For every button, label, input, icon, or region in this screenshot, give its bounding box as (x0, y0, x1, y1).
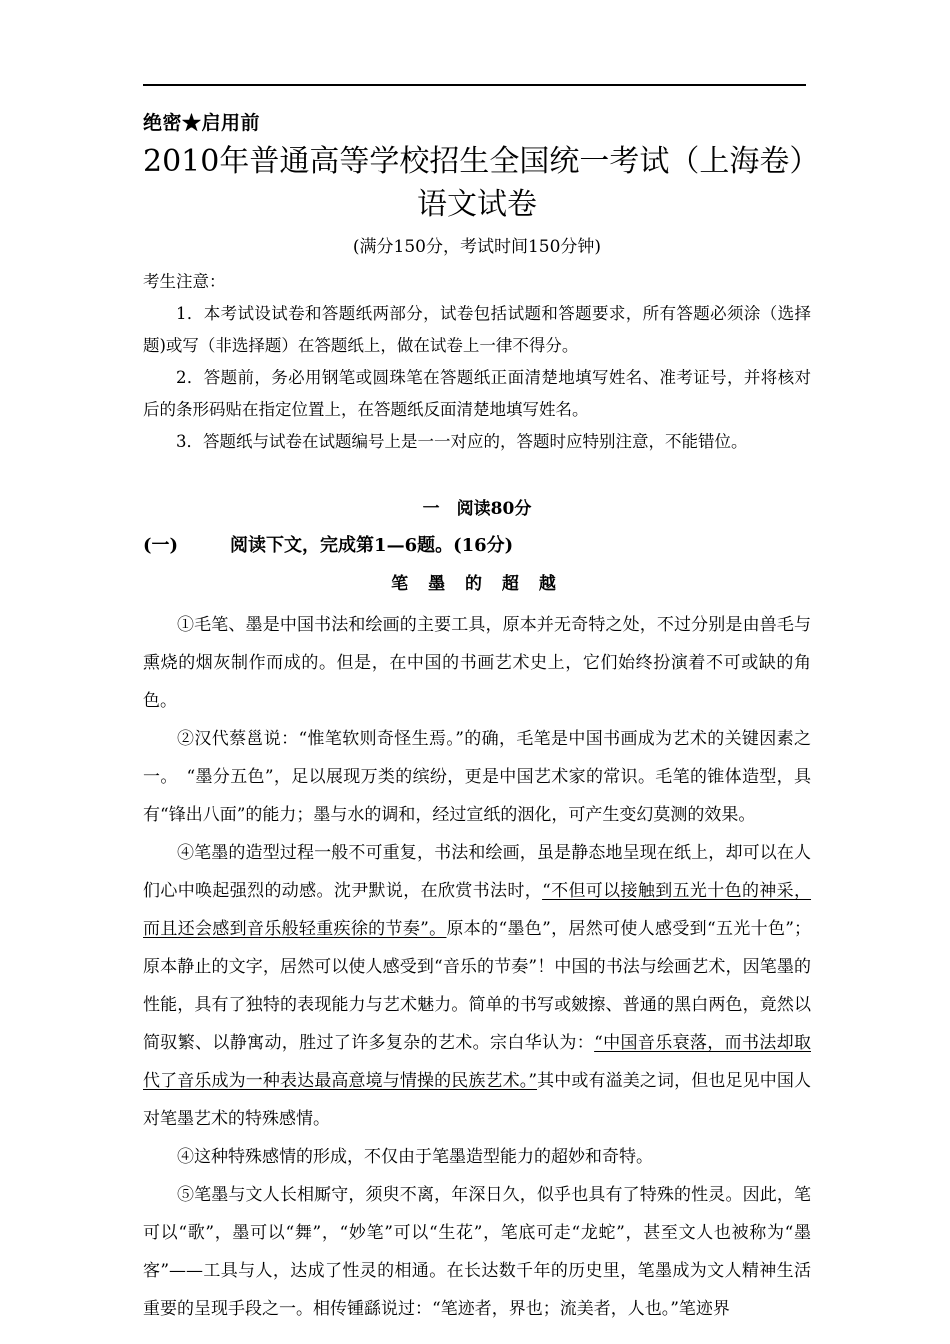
subsection-one-heading (143, 528, 811, 564)
paragraph-3-part-b: 原本的“墨色”，居然可使人感受到“五光十色”；原本静止的文字，居然可以使人感受到“音乐的节奏”！中国的书法与绘画艺术，因笔墨的性能，具有了独特的表现能力与艺术魅力。简单的书写或皴擦、普通的黑白两色，竟然以简驭繁、以静寓动，胜过了许多复杂的艺术。宗白华认为： (143, 919, 811, 1053)
confidential-notice: 绝密★启用前 (143, 112, 261, 134)
paragraph-3-part-a: ④笔墨的造型过程一般不可重复，书法和绘画，虽是静态地呈现在纸上，却可以在人们心中唤起强烈的动感。沈尹默说，在欣赏书法时， (143, 843, 811, 901)
article-paragraph-4: ④这种特殊感情的形成，不仅由于笔墨造型能力的超妙和奇特。 (177, 1147, 653, 1167)
subsection-label: (一) (143, 535, 179, 556)
section-spacer (143, 458, 811, 492)
exam-score-time-info: (满分150分，考试时间150分钟) (352, 237, 602, 257)
paragraph-3-part-c: 其中或有溢美之词，但也足见中国人对笔墨艺术的特殊感情。 (143, 1071, 811, 1129)
article-paragraph-1: ①毛笔、墨是中国书法和绘画的主要工具，原本并无奇特之处，不过分别是由兽毛与熏烧的烟灰制作而成的。但是，在中国的书画艺术史上，它们始终扮演着不可或缺的角色。 (143, 615, 811, 711)
article-paragraph-5: ⑤笔墨与文人长相厮守，须臾不离，年深日久，似乎也具有了特殊的性灵。因此，笔可以“歌”，墨可以“舞”，“妙笔”可以“生花”，笔底可走“龙蛇”，甚至文人也被称为“墨客”——工具与人，达成了性灵的相通。在长达数千年的历史里，笔墨成为文人精神生活重要的呈现手段之一。相传锺繇说过：“笔迹者，界也；流美者，人也。”笔迹界 (143, 1185, 811, 1319)
article-paragraph-2: ②汉代蔡邕说：“惟笔软则奇怪生焉。”的确，毛笔是中国书画成为艺术的关键因素之一。 “墨分五色”，足以展现万类的缤纷，更是中国艺术家的常识。毛笔的锥体造型，具有“锋出八面”的能力；墨与水的调和，经过宣纸的洇化，可产生变幻莫测的效果。 (143, 729, 811, 825)
article-paragraph-3 (143, 834, 811, 1138)
part-one-heading: 一 阅读80分 (422, 499, 532, 519)
document-content (143, 108, 820, 1328)
candidate-notice-heading: 考生注意： (143, 272, 226, 291)
header-divider (143, 84, 806, 86)
page-title: 2010年普通高等学校招生全国统一考试（上海卷） (143, 144, 820, 179)
notice-item: 3．答题纸与试卷在试题编号上是一一对应的，答题时应特别注意，不能错位。 (176, 432, 748, 451)
underlined-quote-shen-yinmo: “不但可以接触到五光十色的神采，而且还会感到音乐般轻重疾徐的节奏”。 (143, 881, 812, 939)
article-title: 笔 墨 的 超 越 (391, 574, 563, 594)
page-subtitle: 语文试卷 (417, 187, 537, 222)
notice-item: 1．本考试设试卷和答题纸两部分，试卷包括试题和答题要求，所有答题必须涂（选择题)或写（非选择题）在答题纸上，做在试卷上一律不得分。 (143, 304, 811, 355)
notice-item: 2．答题前，务必用钢笔或圆珠笔在答题纸正面清楚地填写姓名、准考证号，并将核对后的条形码贴在指定位置上，在答题纸反面清楚地填写姓名。 (143, 368, 811, 419)
underlined-quote-zong-baihua: “中国音乐衰落，而书法却取代了音乐成为一种表达最高意境与情操的民族艺术。” (143, 1033, 811, 1091)
subsection-instruction: 阅读下文，完成第1—6题。(16分) (230, 535, 514, 556)
